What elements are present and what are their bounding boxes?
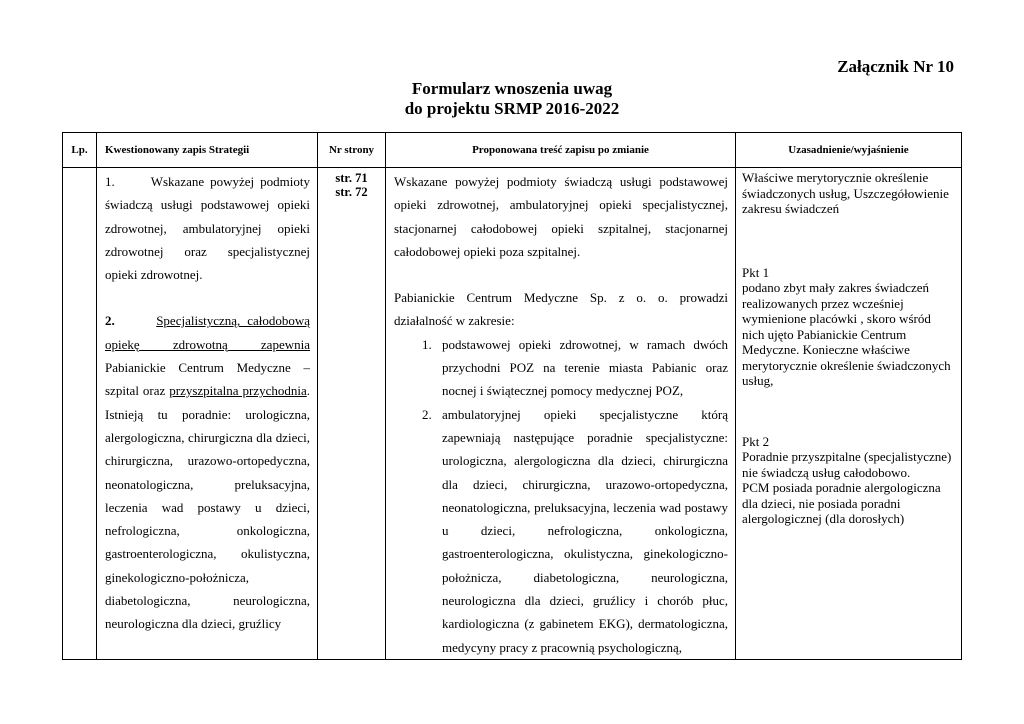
nr-strony-line2: str. 72: [335, 185, 368, 199]
kw-p2-number: 2.: [105, 313, 115, 329]
kw-p2-rest: . Istnieją tu poradnie: urologiczna, alergologiczna, chirurgiczna dla dzieci, chirurgiczna, urazowo-ortopedyczna, neonatologiczna, preluksacyjna, leczenia wad postawy u dzieci, nefrologiczna, onkologiczna, gastroenterologiczna, okulistyczna, ginekologiczno-położnicza, diabetologiczna, neurologiczna, neurologiczna dla dzieci, gruźlicy: [105, 383, 310, 632]
list-item-text: ambulatoryjnej opieki specjalistyczne którą zapewniają następujące poradnie specjalistyczne: urologiczna, alergologiczna dla dzieci, chirurgiczna dla dzieci, chirurgiczna, urazowo-ortopedyczna, neonatologiczna, preluksacyjna, leczenia wad postawy u dzieci, nefrologiczna, onkologiczna, gastroenterologiczna, okulistyczna, ginekologiczno-położnicza, diabetologiczna, neurologiczna, neurologiczna dla dzieci, gruźlicy i chorób płuc, kardiologiczna (z gabinetem EKG), dermatologiczna, medycyny pracy z pracownią psychologiczną,: [442, 406, 728, 655]
comments-table: [62, 132, 962, 660]
kw-p1-number: 1.: [105, 174, 115, 189]
cell-lp: [63, 168, 97, 660]
kw-paragraph-2: [105, 309, 310, 635]
list-item-number: 1.: [422, 336, 432, 352]
nr-strony-line1: str. 71: [335, 171, 368, 185]
kw-p2-underlined: Specjalistyczną, całodobową opiekę zdrowotną zapewnia: [105, 313, 311, 352]
cell-kwestionowany: [97, 168, 318, 660]
uz-block-2-head: Pkt 1: [742, 264, 770, 280]
header-nr-strony: Nr strony: [318, 133, 386, 168]
pr-list: [394, 333, 728, 659]
uz-block-1: Właściwe merytorycznie określenie świadczonych usług, Uszczegółowienie zakresu świadczeń: [742, 170, 949, 216]
list-item-text: podstawowej opieki zdrowotnej, w ramach dwóch przychodni POZ na terenie miasta Pabianic oraz nocnej i świątecznej pomocy medycznej POZ,: [442, 336, 728, 399]
header-uzasadnienie: Uzasadnienie/wyjaśnienie: [736, 133, 962, 168]
kw-p2-mid: Pabianickie Centrum Medyczne – szpital oraz: [105, 360, 310, 399]
form-title-line1: Formularz wnoszenia uwag: [411, 79, 613, 98]
cell-proponowana: [386, 168, 736, 660]
list-item: [422, 403, 728, 659]
table-row: [63, 168, 962, 660]
uz-block-3-head: Pkt 2: [742, 433, 770, 449]
annex-label: Załącznik Nr 10: [837, 57, 954, 76]
table-header-row: [63, 133, 962, 168]
cell-nr-strony: [318, 168, 386, 660]
uz-block-2: podano zbyt mały zakres świadczeń realizowanych przez wcześniej wymienione placówki , skoro wśród nich ujęto Pabianickie Centrum Medyczne. Konieczne właściwe merytorycznie określenie świadczonych usług,: [742, 280, 951, 388]
uz-block-3b: PCM posiada poradnie alergologiczna dla dzieci, nie posiada poradni alergologicznej (dla dorosłych): [742, 480, 941, 526]
kw-p2-underlined-2: przyszpitalna przychodnia: [169, 383, 307, 399]
form-title: [0, 79, 1024, 119]
pr-paragraph-2: Pabianickie Centrum Medyczne Sp. z o. o. prowadzi działalność w zakresie:: [394, 290, 728, 329]
kw-p1-text: Wskazane powyżej podmioty świadczą usługi podstawowej opieki zdrowotnej, ambulatoryjnej opieki zdrowotnej oraz specjalistycznej opieki zdrowotnej.: [105, 174, 310, 283]
form-title-line2: do projektu SRMP 2016-2022: [404, 99, 620, 118]
kw-paragraph-1: [105, 170, 310, 286]
header-proponowana: Proponowana treść zapisu po zmianie: [386, 133, 736, 168]
list-item: [422, 333, 728, 403]
header-kwestionowany: Kwestionowany zapis Strategii: [97, 133, 318, 168]
list-item-number: 2.: [422, 406, 432, 422]
cell-uzasadnienie: [736, 168, 962, 660]
uz-block-3a: Poradnie przyszpitalne (specjalistyczne) nie świadczą usług całodobowo.: [742, 449, 952, 480]
pr-paragraph-1: Wskazane powyżej podmioty świadczą usługi podstawowej opieki zdrowotnej, ambulatoryjnej opieki specjalistycznej, stacjonarnej całodobowej opieki szpitalnej, stacjonarnej całodobowej opieki poza szpitalnej.: [394, 174, 728, 259]
header-lp: Lp.: [63, 133, 97, 168]
